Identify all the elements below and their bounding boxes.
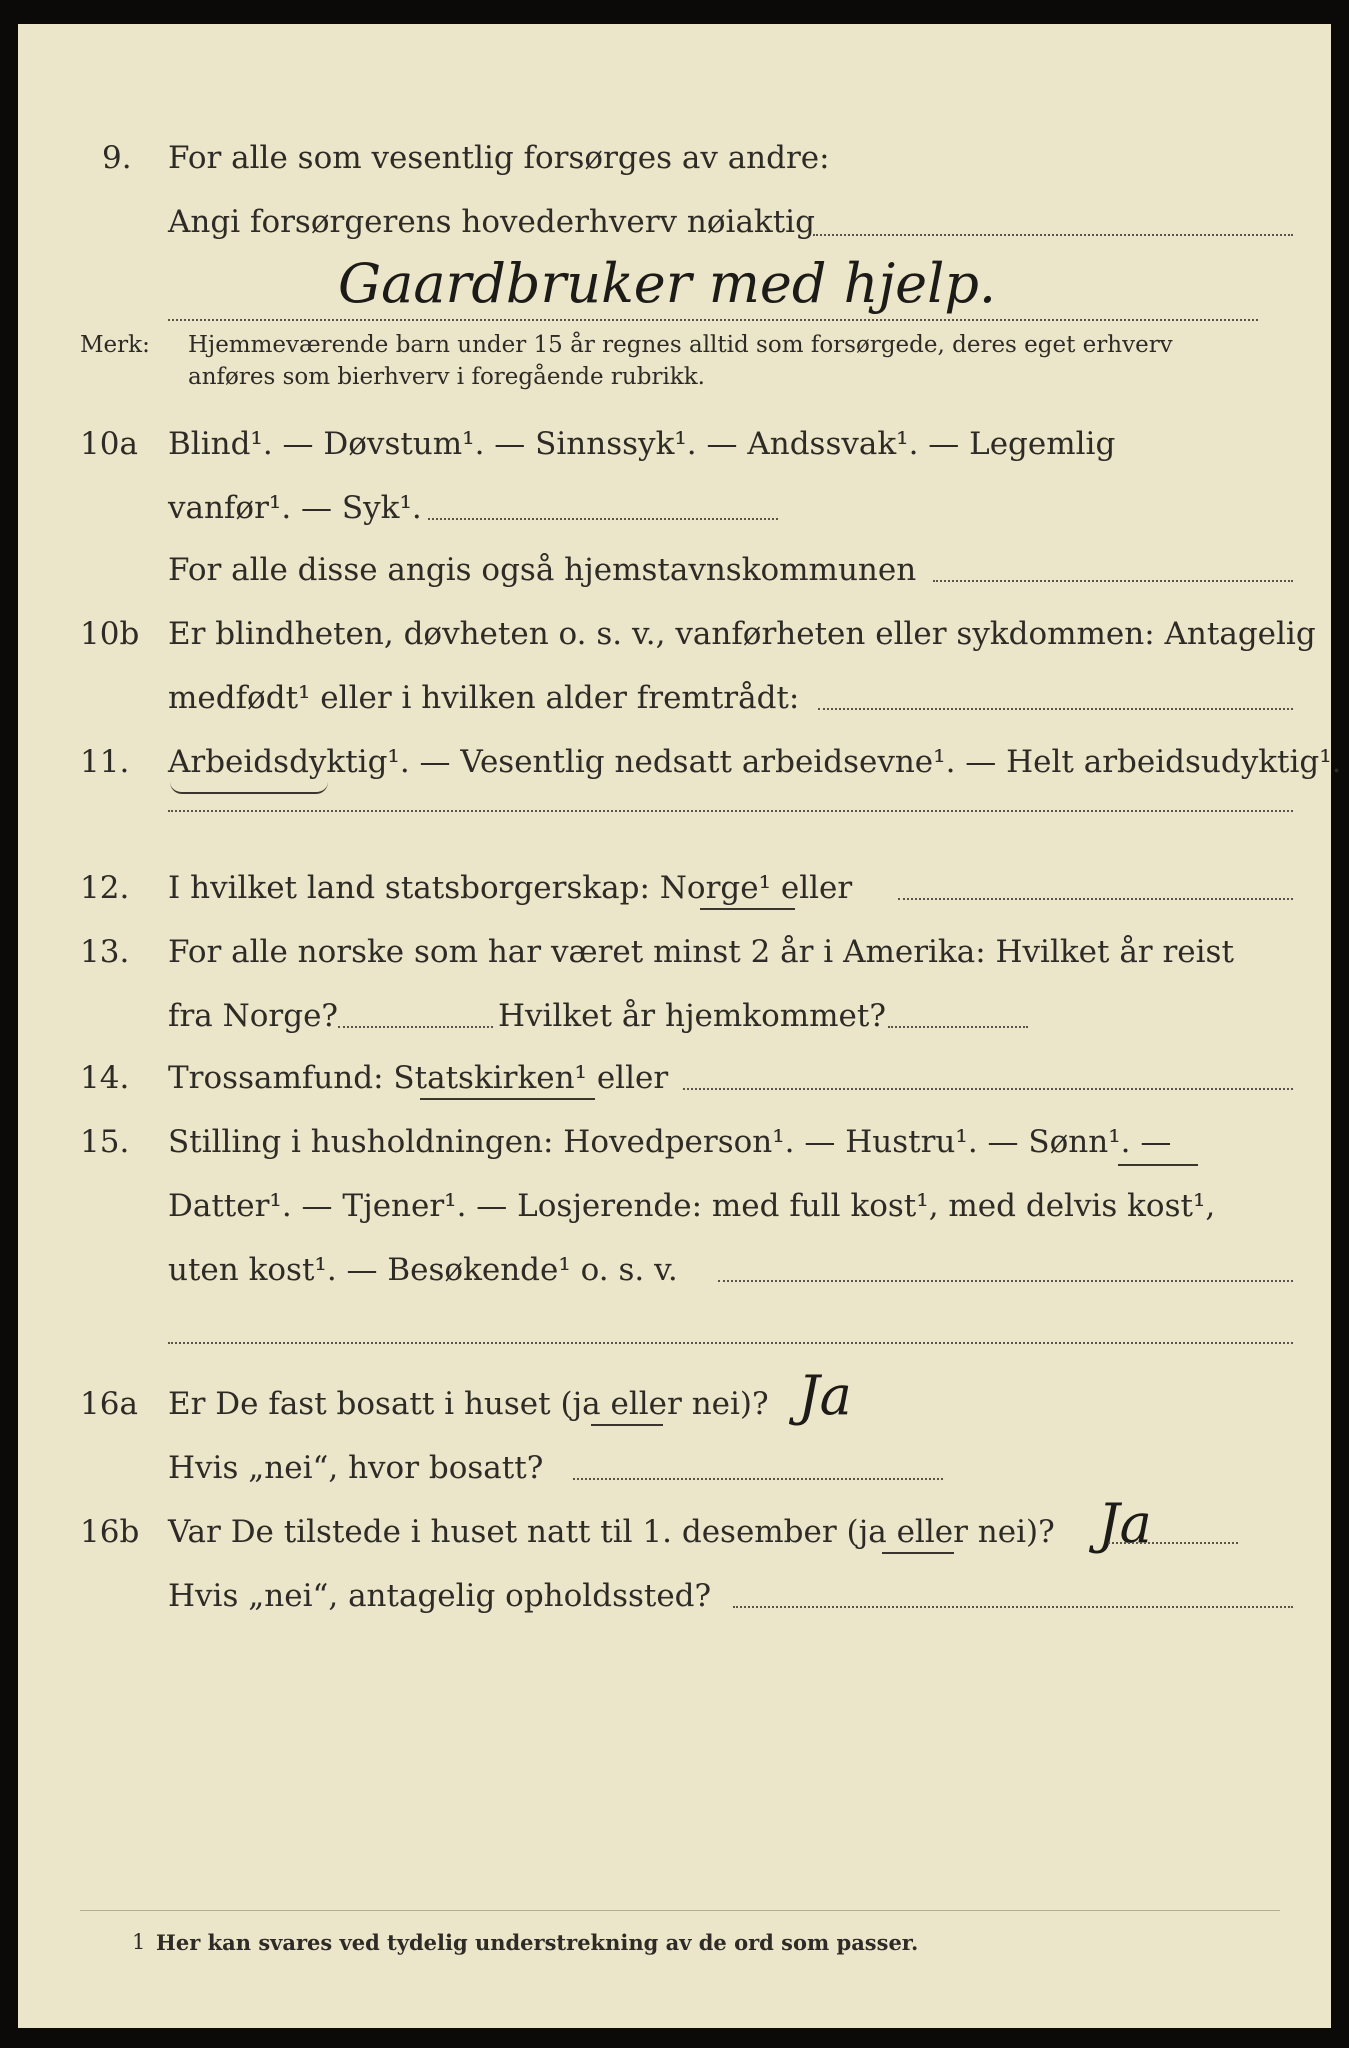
q15-dotted-line-2 xyxy=(168,1342,1293,1344)
q16a-underline-ja xyxy=(591,1424,663,1426)
q16a-line1: Er De fast bosatt i huset (ja eller nei)? xyxy=(168,1386,769,1422)
q16b-line1: Var De tilstede i huset natt til 1. desember (ja eller nei)? xyxy=(168,1514,1055,1550)
q16b-handwritten-answer: Ja xyxy=(1098,1492,1152,1555)
q13-number: 13. xyxy=(80,934,130,970)
q12-dotted-line xyxy=(898,898,1293,900)
q16a-line2: Hvis „nei“, hvor bosatt? xyxy=(168,1450,544,1486)
q9-answer-line xyxy=(168,319,1258,321)
q12-number: 12. xyxy=(80,870,130,906)
q10a-line2: vanfør¹. — Syk¹. xyxy=(168,490,422,526)
q15-dotted-line-1 xyxy=(718,1280,1293,1282)
q14-dotted-line xyxy=(683,1088,1293,1090)
q16b-line2: Hvis „nei“, antagelig opholdssted? xyxy=(168,1578,712,1614)
q13-line2a: fra Norge? xyxy=(168,998,339,1034)
q15-number: 15. xyxy=(80,1124,130,1160)
q12-line1: I hvilket land statsborgerskap: Norge¹ eller xyxy=(168,870,853,906)
q13-dotted-line-2 xyxy=(888,1026,1028,1028)
q11-underline-mark xyxy=(170,782,328,794)
q15-line3: uten kost¹. — Besøkende¹ o. s. v. xyxy=(168,1252,678,1288)
q9-handwritten-answer: Gaardbruker med hjelp. xyxy=(338,252,997,315)
q12-underline-norge xyxy=(700,908,795,910)
q11-line1: Arbeidsdyktig¹. — Vesentlig nedsatt arbeidsevne¹. — Helt arbeidsudyktig¹. xyxy=(168,744,1342,780)
q10b-number: 10b xyxy=(80,616,140,652)
q16b-dotted-line-1 xyxy=(1108,1542,1238,1544)
q16b-underline-ja xyxy=(882,1552,954,1554)
q10a-dotted-line-1 xyxy=(428,518,778,520)
q15-line1: Stilling i husholdningen: Hovedperson¹. — Hustru¹. — Sønn¹. — xyxy=(168,1124,1172,1160)
footnote-mark: 1 xyxy=(132,1930,146,1954)
q16a-dotted-line xyxy=(573,1478,943,1480)
q10b-line1: Er blindheten, døvheten o. s. v., vanførheten eller sykdommen: Antagelig xyxy=(168,616,1316,652)
q10b-dotted-line xyxy=(818,708,1293,710)
q9-number: 9. xyxy=(102,140,132,176)
merk-label: Merk: xyxy=(80,332,150,358)
q10a-line3: For alle disse angis også hjemstavnskommunen xyxy=(168,552,917,588)
q16a-number: 16a xyxy=(80,1386,138,1422)
q9-line2: Angi forsørgerens hovederhverv nøiaktig xyxy=(168,204,815,240)
merk-line2: anføres som bierhverv i foregående rubrikk. xyxy=(188,364,705,390)
q13-dotted-line-1 xyxy=(338,1026,493,1028)
q16a-handwritten-answer: Ja xyxy=(798,1364,852,1427)
q10a-dotted-line-2 xyxy=(933,580,1293,582)
footnote-text: Her kan svares ved tydelig understrekning av de ord som passer. xyxy=(156,1930,919,1955)
q13-line2b: Hvilket år hjemkommet? xyxy=(498,998,886,1034)
q16b-number: 16b xyxy=(80,1514,140,1550)
q11-dotted-line xyxy=(168,810,1293,812)
q14-number: 14. xyxy=(80,1060,130,1096)
q14-underline-statskirken xyxy=(420,1098,595,1100)
q11-number: 11. xyxy=(80,744,130,780)
q16b-dotted-line-2 xyxy=(733,1606,1293,1608)
q13-line1: For alle norske som har været minst 2 år i Amerika: Hvilket år reist xyxy=(168,934,1234,970)
q10a-number: 10a xyxy=(80,426,138,462)
footnote-rule xyxy=(80,1910,1280,1911)
q15-underline-sonn xyxy=(1118,1164,1198,1166)
q10b-line2: medfødt¹ eller i hvilken alder fremtrådt: xyxy=(168,680,800,716)
census-form-page xyxy=(18,24,1342,2028)
q15-line2: Datter¹. — Tjener¹. — Losjerende: med full kost¹, med delvis kost¹, xyxy=(168,1188,1216,1224)
q9-dotted-line xyxy=(813,234,1293,236)
q10a-line1: Blind¹. — Døvstum¹. — Sinnssyk¹. — Andssvak¹. — Legemlig xyxy=(168,426,1116,462)
q9-line1: For alle som vesentlig forsørges av andre: xyxy=(168,140,830,176)
merk-line1: Hjemmeværende barn under 15 år regnes alltid som forsørgede, deres eget erhverv xyxy=(188,332,1173,358)
q14-line1: Trossamfund: Statskirken¹ eller xyxy=(168,1060,669,1096)
